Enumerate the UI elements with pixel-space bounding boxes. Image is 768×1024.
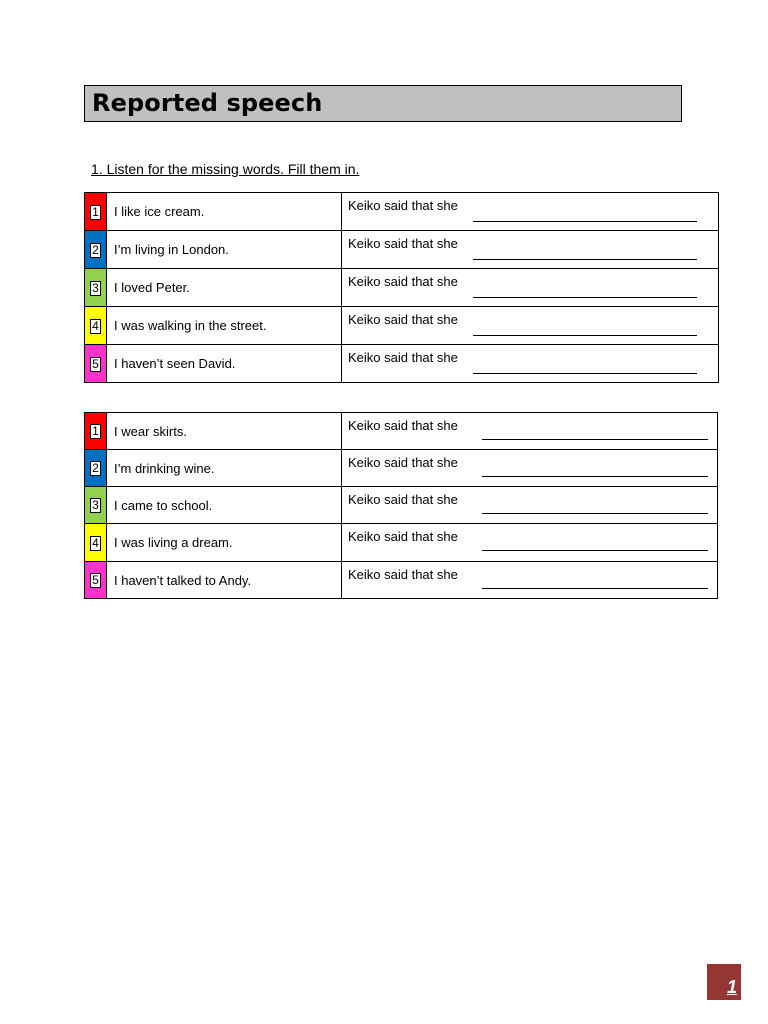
- item-number: 2: [92, 461, 99, 475]
- answer-blank-line[interactable]: [473, 221, 697, 222]
- item-number-cell: [85, 487, 107, 524]
- answer-blank-line[interactable]: [473, 335, 697, 336]
- item-number: 5: [92, 573, 99, 587]
- item-number: 1: [92, 424, 99, 438]
- table-row: [85, 231, 719, 269]
- answer-cell: [342, 193, 719, 231]
- reported-speech-prompt: Keiko said that she: [348, 418, 458, 433]
- item-number: 2: [92, 242, 99, 257]
- table-row: [85, 345, 719, 383]
- page-title: Reported speech: [92, 89, 323, 117]
- speech-table-2: [84, 412, 718, 599]
- answer-cell: [342, 269, 719, 307]
- page-number: 1: [726, 977, 737, 997]
- answer-cell: [342, 413, 718, 450]
- reported-speech-prompt: Keiko said that she: [348, 350, 458, 365]
- answer-cell: [342, 345, 719, 383]
- answer-cell: [342, 450, 718, 487]
- item-number: 3: [92, 280, 99, 295]
- answer-blank-line[interactable]: [482, 550, 708, 551]
- table-row: [85, 450, 718, 487]
- reported-speech-prompt: Keiko said that she: [348, 567, 458, 582]
- item-number-cell: [85, 345, 107, 383]
- reported-speech-prompt: Keiko said that she: [348, 529, 458, 544]
- answer-blank-line[interactable]: [482, 439, 708, 440]
- title-box: [84, 85, 682, 122]
- item-number-cell: [85, 269, 107, 307]
- answer-cell: [342, 307, 719, 345]
- answer-cell: [342, 231, 719, 269]
- answer-cell: [342, 487, 718, 524]
- item-number-cell: [85, 413, 107, 450]
- table-row: [85, 413, 718, 450]
- table-row: [85, 269, 719, 307]
- reported-speech-prompt: Keiko said that she: [348, 455, 458, 470]
- direct-speech-sentence: I’m living in London.: [107, 231, 342, 269]
- item-number-cell: [85, 231, 107, 269]
- item-number: 5: [92, 356, 99, 371]
- direct-speech-sentence: I like ice cream.: [107, 193, 342, 231]
- reported-speech-prompt: Keiko said that she: [348, 198, 458, 213]
- item-number-cell: [85, 193, 107, 231]
- direct-speech-sentence: I came to school.: [107, 487, 342, 524]
- item-number: 1: [92, 204, 99, 219]
- answer-blank-line[interactable]: [473, 259, 697, 260]
- table-row: [85, 487, 718, 524]
- direct-speech-sentence: I wear skirts.: [107, 413, 342, 450]
- reported-speech-prompt: Keiko said that she: [348, 274, 458, 289]
- answer-blank-line[interactable]: [482, 476, 708, 477]
- table-row: [85, 524, 718, 562]
- item-number: 3: [92, 498, 99, 512]
- item-number: 4: [92, 535, 99, 550]
- direct-speech-sentence: I was walking in the street.: [107, 307, 342, 345]
- item-number-cell: [85, 562, 107, 599]
- answer-blank-line[interactable]: [482, 588, 708, 589]
- item-number-cell: [85, 450, 107, 487]
- item-number-cell: [85, 524, 107, 562]
- page-number-box: [707, 964, 741, 1000]
- direct-speech-sentence: I was living a dream.: [107, 524, 342, 562]
- answer-cell: [342, 562, 718, 599]
- answer-blank-line[interactable]: [473, 297, 697, 298]
- reported-speech-prompt: Keiko said that she: [348, 236, 458, 251]
- reported-speech-prompt: Keiko said that she: [348, 312, 458, 327]
- table-row: [85, 562, 718, 599]
- answer-blank-line[interactable]: [473, 373, 697, 374]
- reported-speech-prompt: Keiko said that she: [348, 492, 458, 507]
- speech-table-1: [84, 192, 719, 383]
- direct-speech-sentence: I haven’t talked to Andy.: [107, 562, 342, 599]
- table-row: [85, 193, 719, 231]
- answer-blank-line[interactable]: [482, 513, 708, 514]
- direct-speech-sentence: I’m drinking wine.: [107, 450, 342, 487]
- item-number-cell: [85, 307, 107, 345]
- answer-cell: [342, 524, 718, 562]
- direct-speech-sentence: I loved Peter.: [107, 269, 342, 307]
- direct-speech-sentence: I haven’t seen David.: [107, 345, 342, 383]
- table-row: [85, 307, 719, 345]
- instruction: 1. Listen for the missing words. Fill them in.: [91, 161, 360, 177]
- item-number: 4: [92, 318, 99, 333]
